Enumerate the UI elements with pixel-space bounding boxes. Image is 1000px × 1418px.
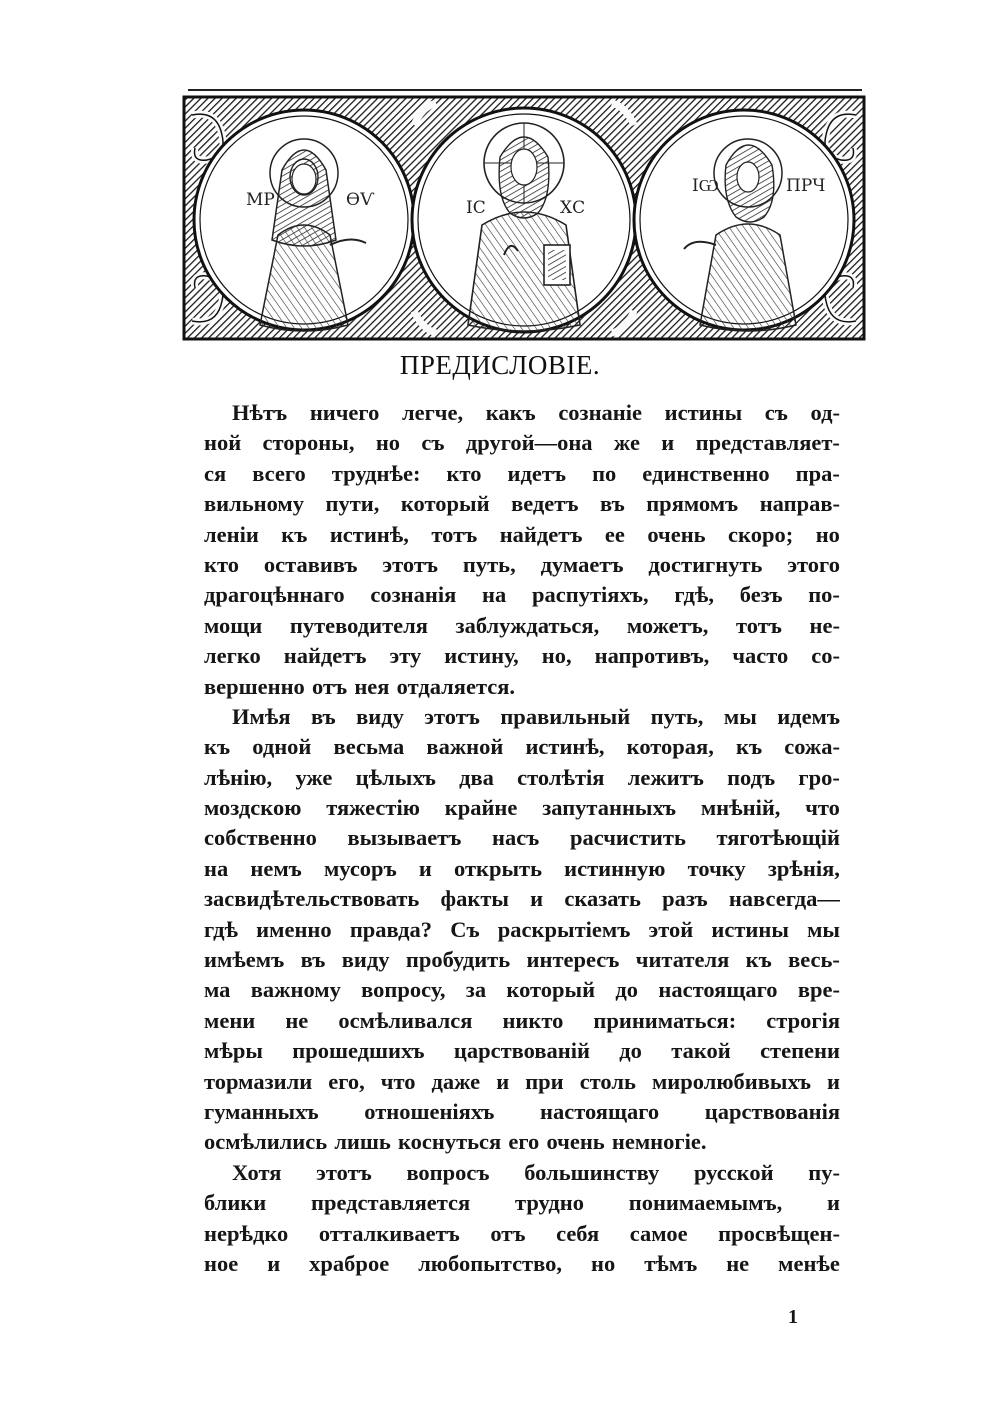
word: мѣры [204, 1038, 263, 1064]
word: представляется [310, 1190, 471, 1216]
word: просвѣщен- [718, 1220, 840, 1246]
word: понимаемымъ, [628, 1190, 783, 1216]
text-line [204, 398, 840, 428]
svg-text:IC: IC [466, 198, 486, 218]
word: цѣлыхъ [355, 764, 436, 790]
word: сознанiя [370, 582, 457, 608]
word: къ [745, 947, 772, 973]
word: степени [760, 1038, 840, 1064]
word: засвидѣтельствовать [204, 886, 420, 912]
word: мени [204, 1007, 256, 1033]
word: миролюбивыхъ [651, 1068, 811, 1094]
page-number: 1 [788, 1306, 798, 1328]
word: на [204, 855, 229, 881]
word: но [590, 1250, 616, 1276]
word: коснуться [397, 1129, 502, 1155]
word: мы [723, 703, 757, 729]
word: всего [252, 460, 306, 486]
medallion-forerunner [634, 110, 854, 331]
word: правда? [349, 916, 433, 942]
text-line [204, 1158, 840, 1188]
word: правильный [500, 703, 631, 729]
text-line [204, 641, 840, 671]
word: русской [693, 1159, 774, 1185]
top-rule [188, 89, 862, 91]
word: немногiе. [611, 1129, 707, 1155]
text-line [204, 611, 840, 641]
text-line [204, 793, 840, 823]
word: лишь [334, 1129, 391, 1155]
text-line [204, 1006, 840, 1036]
word: отдаляется. [396, 673, 516, 699]
word: одной [252, 734, 312, 760]
word: отъ [312, 673, 348, 699]
text-line [204, 550, 840, 580]
text-line [204, 520, 840, 550]
word: интересъ [526, 947, 620, 973]
medallion-pantocrator [412, 108, 636, 332]
word: Имѣя [232, 703, 291, 729]
body-text [204, 398, 840, 1279]
word: нерѣдко [204, 1220, 289, 1246]
word: себя [556, 1220, 600, 1246]
word: гро- [798, 764, 840, 790]
word: насъ [491, 825, 540, 851]
word: читателя [635, 947, 730, 973]
word: нея [354, 673, 390, 699]
word: виду [356, 703, 404, 729]
word: никто [502, 1007, 564, 1033]
word: такой [671, 1038, 731, 1064]
word: пути, [325, 491, 380, 517]
word: этотъ [382, 551, 439, 577]
word: мнѣнiй, [700, 795, 781, 821]
word: блики [204, 1190, 267, 1216]
word: гдѣ [204, 916, 238, 942]
text-line [204, 702, 840, 732]
text-line [204, 489, 840, 519]
word: который [400, 491, 490, 517]
word: по [592, 460, 617, 486]
word: приниматься: [593, 1007, 737, 1033]
word: истинную [564, 855, 666, 881]
word: настоящаго [658, 977, 778, 1003]
word: имѣемъ [204, 947, 285, 973]
text-line [204, 975, 840, 1005]
word: прямомъ [646, 491, 739, 517]
text-line [204, 763, 840, 793]
text-line [204, 580, 840, 610]
word: за [465, 977, 487, 1003]
word: мусоръ [323, 855, 397, 881]
word: и [496, 1068, 510, 1094]
word: въ [300, 947, 326, 973]
text-line [204, 1219, 840, 1249]
word: идемъ [777, 703, 840, 729]
svg-text:МР: МР [246, 190, 275, 210]
word: думаетъ [540, 551, 624, 577]
word: разъ [662, 886, 708, 912]
word: безъ [739, 582, 783, 608]
word: этотъ [424, 703, 480, 729]
word: до [619, 1038, 642, 1064]
word: часто [732, 643, 789, 669]
word: что [380, 1068, 416, 1094]
word: же [613, 430, 640, 456]
word: Хотя [232, 1159, 282, 1185]
word: ленiи [204, 521, 259, 547]
text-line [204, 672, 840, 702]
word: трудно [515, 1190, 584, 1216]
word: кто [446, 460, 482, 486]
word: тормазили [204, 1068, 313, 1094]
word: весьма [333, 734, 405, 760]
word: вильному [204, 491, 304, 517]
word: можетъ, [626, 612, 709, 638]
word: распутiяхъ, [532, 582, 649, 608]
word: расчистить [569, 825, 686, 851]
word: тѣмъ [644, 1250, 698, 1276]
svg-text:ѲѴ: ѲѴ [346, 190, 375, 210]
word: сожа- [784, 734, 840, 760]
word: собственно [204, 825, 317, 851]
word: крайне [444, 795, 518, 821]
word: скоро; [728, 521, 794, 547]
word: до [615, 977, 639, 1003]
word: ничего [309, 400, 380, 425]
word: но [375, 430, 401, 456]
word: столѣтiя [517, 764, 605, 790]
word: этой [648, 916, 694, 942]
word: два [459, 764, 494, 790]
word: осмѣлились [204, 1129, 328, 1155]
word: вопросу, [361, 977, 446, 1003]
word: путь, [462, 551, 516, 577]
word: стороны, [262, 430, 355, 456]
page-title: ПРЕДИСЛОВIЕ. [399, 350, 601, 380]
word: столь [579, 1068, 636, 1094]
word: направ- [759, 491, 840, 517]
text-line [204, 1188, 840, 1218]
word: со- [811, 643, 840, 669]
word: любопытство, [418, 1250, 562, 1276]
word: и [661, 430, 675, 456]
word: напротивъ, [594, 643, 710, 669]
word: вершенно [204, 673, 305, 699]
text-line [204, 732, 840, 762]
word: этотъ [316, 1159, 372, 1185]
word: съ [421, 430, 445, 456]
word: достигнуть [648, 551, 763, 577]
svg-text:IѠ: IѠ [692, 176, 719, 196]
word: но [815, 521, 840, 547]
word: сказать [564, 886, 641, 912]
word: путь, [650, 703, 704, 729]
word: найдетъ [283, 643, 367, 669]
word: истинѣ, [329, 521, 409, 547]
word: большинству [524, 1159, 660, 1185]
word: Нѣтъ [232, 400, 288, 425]
text-line [204, 1036, 840, 1066]
word: очень [647, 521, 706, 547]
word: ее [604, 521, 625, 547]
word: къ [204, 734, 231, 760]
word: и [267, 1250, 281, 1276]
word: важному [250, 977, 341, 1003]
word: въ [599, 491, 625, 517]
word: гуманныхъ [204, 1098, 319, 1124]
word: этого [787, 551, 840, 577]
word: вызываетъ [347, 825, 462, 851]
word: отъ [490, 1220, 526, 1246]
word: навсегда— [728, 886, 840, 912]
word: открыть [453, 855, 542, 881]
word: представляет- [695, 430, 840, 456]
word: найдетъ [499, 521, 583, 547]
word: въ [310, 703, 336, 729]
word: подъ [727, 764, 776, 790]
text-line [204, 884, 840, 914]
word: который [506, 977, 596, 1003]
word: менѣе [778, 1250, 840, 1276]
word: но, [541, 643, 572, 669]
word: истину, [444, 643, 519, 669]
word: Съ [450, 916, 480, 942]
text-line [204, 1067, 840, 1097]
word: его [508, 1129, 540, 1155]
word: при [525, 1068, 564, 1094]
text-line [204, 945, 840, 975]
word: не [726, 1250, 750, 1276]
word: царствованiй [453, 1038, 590, 1064]
word: къ [281, 521, 308, 547]
word: ся [204, 460, 227, 486]
word: истины [664, 400, 743, 425]
text-line [204, 1097, 840, 1127]
text-line [204, 1249, 840, 1279]
word: ма [204, 977, 231, 1003]
word: осмѣливался [338, 1007, 473, 1033]
word: ное [204, 1250, 239, 1276]
word: которая, [626, 734, 714, 760]
word: идетъ [507, 460, 567, 486]
word: его, [328, 1068, 365, 1094]
text-line [204, 459, 840, 489]
word: тяготѣющiй [716, 825, 840, 851]
word: пу- [808, 1159, 840, 1185]
svg-text:ПРЧ: ПРЧ [786, 176, 826, 196]
word: пробудить [405, 947, 511, 973]
word: запутанныхъ [542, 795, 676, 821]
word: путеводителя [289, 612, 428, 638]
word: труднѣе: [331, 460, 421, 486]
word: ной [204, 430, 242, 456]
word: именно [256, 916, 332, 942]
word: лежитъ [627, 764, 704, 790]
word: не- [809, 612, 840, 638]
word: легко [204, 643, 261, 669]
word: что [805, 795, 840, 821]
word: храброе [309, 1250, 390, 1276]
word: зрѣнiя, [767, 855, 840, 881]
word: сознанiе [558, 400, 643, 425]
text-line [204, 823, 840, 853]
word: и [827, 1068, 840, 1094]
word: раскрытiемъ [497, 916, 631, 942]
word: какъ [485, 400, 536, 425]
word: очень [546, 1129, 605, 1155]
word: строгiя [766, 1007, 840, 1033]
word: заблуждаться, [455, 612, 600, 638]
word: и [418, 855, 432, 881]
word: точку [687, 855, 746, 881]
word: царствованiя [704, 1098, 840, 1124]
word: тотъ [431, 521, 478, 547]
word: отталкиваетъ [318, 1220, 460, 1246]
word: од- [810, 400, 840, 425]
word: по- [808, 582, 840, 608]
word: другой—она [465, 430, 593, 456]
word: гдѣ, [674, 582, 714, 608]
word: мы [807, 916, 840, 942]
medallion-theotokos [194, 110, 414, 331]
word: эту [389, 643, 422, 669]
word: лѣнiю, [204, 764, 273, 790]
word: тотъ [736, 612, 782, 638]
word: самое [629, 1220, 688, 1246]
word: виду [341, 947, 390, 973]
word: вре- [797, 977, 840, 1003]
word: моздскою [204, 795, 302, 821]
word: весь- [788, 947, 840, 973]
text-line [204, 1127, 840, 1157]
word: единственно [642, 460, 770, 486]
word: вопросъ [406, 1159, 490, 1185]
word: и [827, 1190, 840, 1216]
word: тяжестiю [326, 795, 420, 821]
word: ведетъ [511, 491, 579, 517]
text-line [204, 854, 840, 884]
word: къ [736, 734, 763, 760]
word: настоящаго [540, 1098, 660, 1124]
svg-text:ХС: ХС [560, 198, 586, 218]
word: уже [295, 764, 333, 790]
word: истинѣ, [525, 734, 605, 760]
word: не [285, 1007, 309, 1033]
word: съ [764, 400, 788, 425]
word: кто [204, 551, 239, 577]
word: пра- [795, 460, 840, 486]
word: оставивъ [263, 551, 358, 577]
word: важной [426, 734, 504, 760]
iconographic-headpiece [182, 95, 866, 341]
word: мощи [204, 612, 263, 638]
word: прошедшихъ [292, 1038, 425, 1064]
word: на [482, 582, 507, 608]
text-line [204, 428, 840, 458]
word: истины [711, 916, 789, 942]
text-line [204, 915, 840, 945]
word: отношенiяхъ [364, 1098, 495, 1124]
word: и [530, 886, 544, 912]
word: даже [431, 1068, 481, 1094]
word: драгоцѣннаго [204, 582, 345, 608]
word: легче, [401, 400, 464, 425]
word: немъ [250, 855, 302, 881]
word: факты [440, 886, 509, 912]
